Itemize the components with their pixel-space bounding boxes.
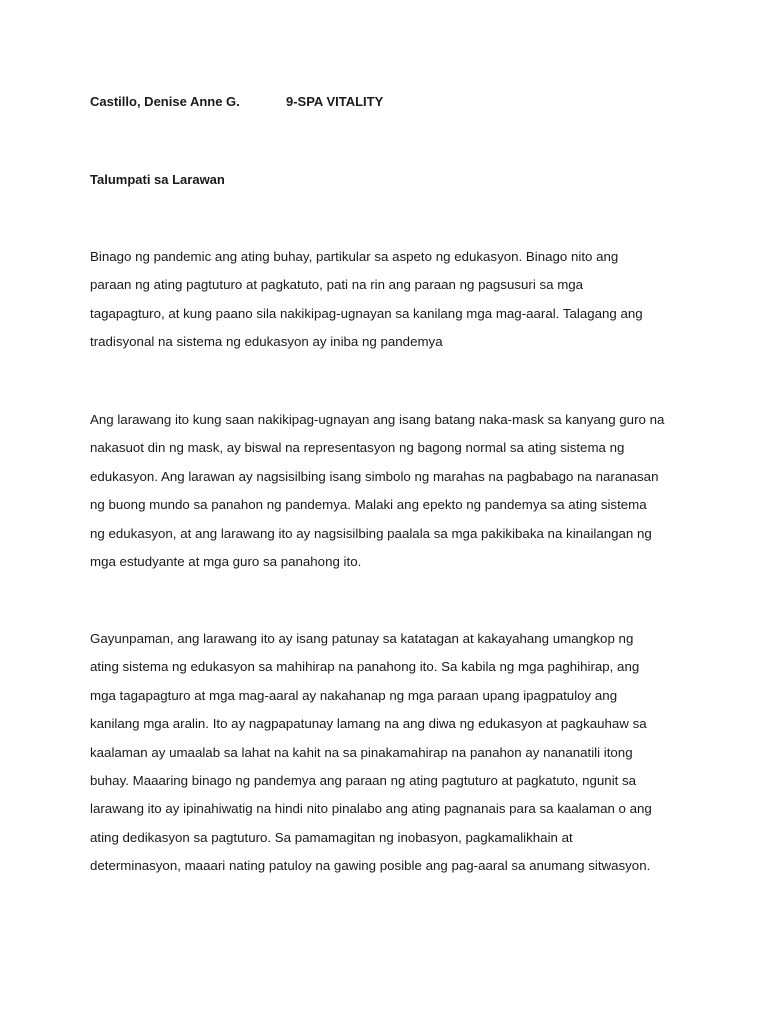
paragraph-line: tradisyonal na sistema ng edukasyon ay iniba ng pandemya: [90, 334, 443, 350]
paragraph-line: buhay. Maaaring binago ng pandemya ang paraan ng ating pagtuturo at pagkatuto, ngunit sa: [90, 773, 637, 789]
paragraph-line: paraan ng ating pagtuturo at pagkatuto, pati na rin ang paraan ng pagsusuri sa mga: [90, 277, 584, 293]
paragraph-line: determinasyon, maaari nating patuloy na gawing posible ang pag-aaral sa anumang sitwasyon.: [90, 858, 651, 874]
paragraph-2: [90, 406, 690, 576]
paragraph-line: kaalaman ay umaalab sa lahat na kahit na sa pinakamahirap na panahon ay nananatili itong: [90, 744, 633, 760]
paragraph-3: [90, 625, 690, 881]
paragraph-line: ating dedikasyon sa pagtuturo. Sa pamamagitan ng inobasyon, pagkamalikhain at: [90, 829, 573, 845]
paragraph-line: Ang larawang ito kung saan nakikipag-ugnayan ang isang batang naka-mask sa kanyang guro na: [90, 412, 665, 427]
document-title: Talumpati sa Larawan: [90, 172, 225, 187]
paragraph-line: mga estudyante at mga guro sa panahong ito.: [90, 554, 362, 570]
paragraph-line: Gayunpaman, ang larawang ito ay isang patunay sa katatagan at kakayahang umangkop ng: [90, 631, 634, 646]
paragraph-line: ng buong mundo sa panahon ng pandemya. Malaki ang epekto ng pandemya sa ating sistema: [90, 497, 647, 513]
paragraph-line: tagapagturo, at kung paano sila nakikipag-ugnayan sa kanilang mga mag-aaral. Talagang ang: [90, 305, 643, 321]
paragraph-1: [90, 243, 690, 357]
paragraph-line: edukasyon. Ang larawan ay nagsisilbing isang simbolo ng marahas na pagbabago na naranasan: [90, 468, 659, 484]
class-section: 9-SPA VITALITY: [286, 94, 384, 109]
paragraph-line: Binago ng pandemic ang ating buhay, partikular sa aspeto ng edukasyon. Binago nito ang: [90, 249, 619, 264]
paragraph-line: mga tagapagturo at mga mag-aaral ay nakahanap ng mga paraan upang ipagpatuloy ang: [90, 687, 618, 703]
paragraph-line: ng edukasyon, at ang larawang ito ay nagsisilbing paalala sa mga pakikibaka na kinailangan ng: [90, 525, 652, 541]
paragraph-line: nakasuot din ng mask, ay biswal na representasyon ng bagong normal sa ating sistema ng: [90, 440, 625, 456]
paragraph-line: kanilang mga aralin. Ito ay nagpapatunay lamang na ang diwa ng edukasyon at pagkauhaw sa: [90, 716, 647, 732]
author-name: Castillo, Denise Anne G.: [90, 94, 240, 109]
paragraph-line: ating sistema ng edukasyon sa mahihirap na panahong ito. Sa kabila ng mga paghihirap, ang: [90, 659, 640, 675]
paragraph-line: larawang ito ay ipinahiwatig na hindi nito pinalabo ang ating pagnanais para sa kaalaman o ang: [90, 801, 652, 817]
